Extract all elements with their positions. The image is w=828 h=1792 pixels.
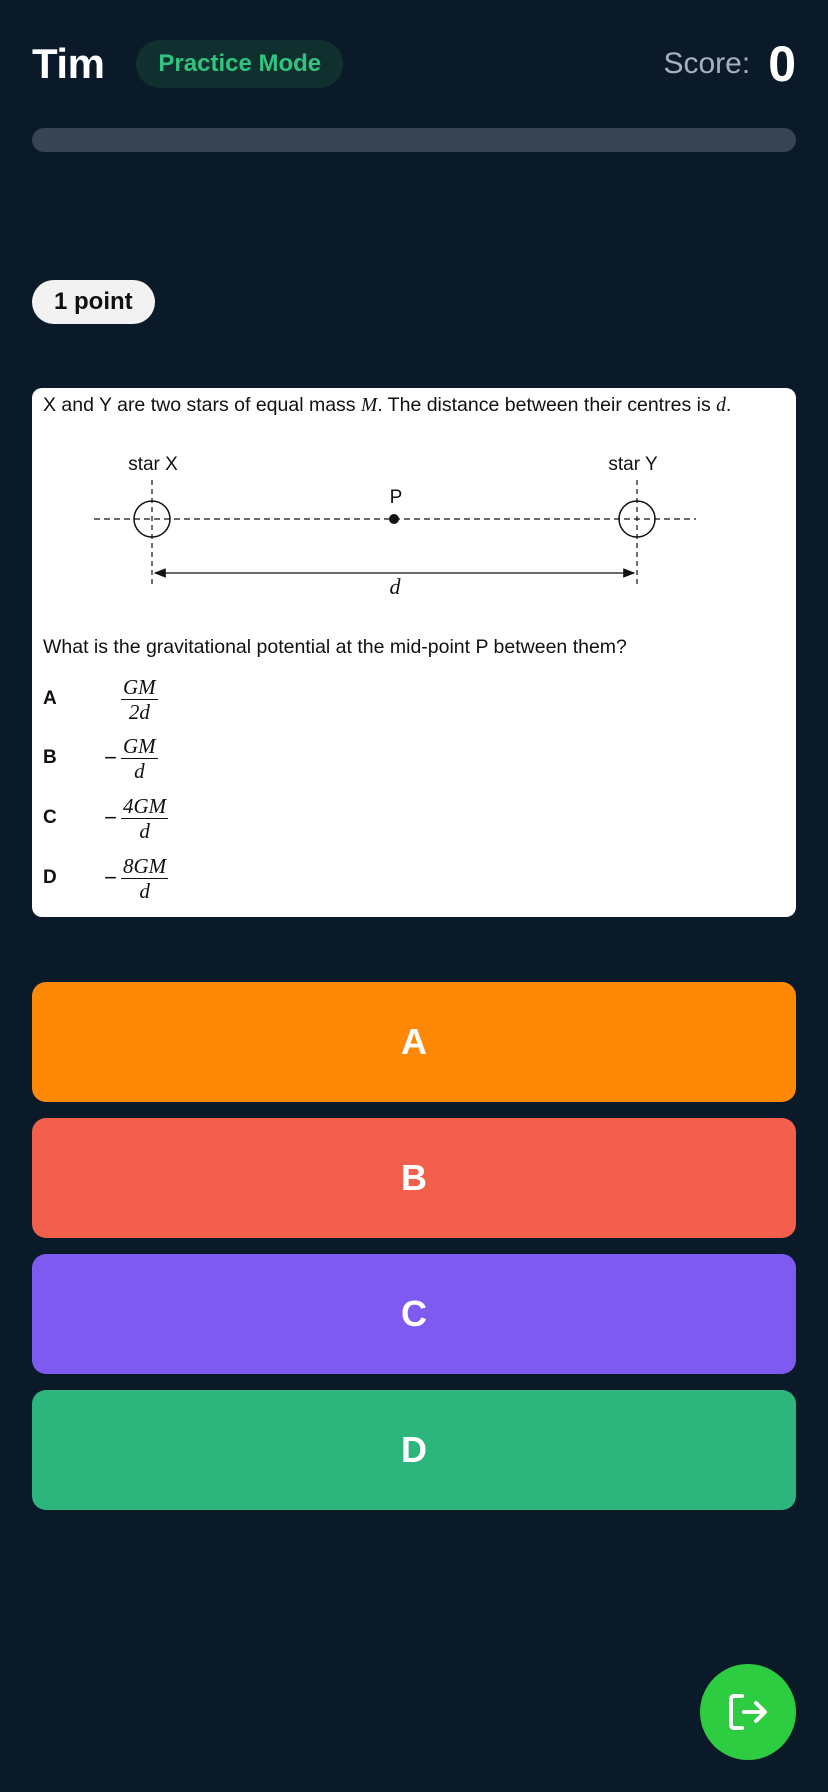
option-a [43,674,158,724]
option-letter: C [43,807,57,828]
answer-a-button[interactable]: A [32,982,796,1102]
star-x-label: star X [128,454,178,475]
question-intro: X and Y are two stars of equal mass M. The distance between their centres is d. [43,394,732,416]
answer-d-button[interactable]: D [32,1390,796,1510]
option-fraction [121,794,168,843]
fraction-numerator: 8GM [123,853,167,878]
mode-badge: Practice Mode [136,40,343,88]
progress-bar [32,128,796,152]
option-sign: − [104,865,117,890]
option-letter: A [43,688,57,709]
fraction-numerator: GM [123,733,156,758]
option-sign: − [104,745,117,770]
distance-label: d [389,574,401,599]
option-fraction [121,734,158,783]
fraction-denominator: d [139,818,150,843]
player-name: Tim [32,40,105,87]
score-display [663,35,796,93]
star-y-symbol [619,480,655,586]
fraction-denominator: d [134,758,145,783]
answer-c-button[interactable]: C [32,1254,796,1374]
midpoint-p-dot [389,514,399,524]
option-letter: D [43,867,57,888]
option-c [43,793,168,843]
answer-b-button[interactable]: B [32,1118,796,1238]
score-label: Score: [663,47,751,80]
option-b [43,733,158,783]
star-x-symbol [134,480,170,586]
option-fraction [121,854,168,903]
fraction-denominator: 2d [128,699,150,724]
fraction-numerator: GM [123,674,156,699]
header [32,36,796,92]
question-prompt: What is the gravitational potential at the mid-point P between them? [43,636,627,658]
midpoint-label: P [389,487,403,508]
option-sign: − [104,805,117,830]
fraction-numerator: 4GM [123,793,167,818]
option-fraction [121,675,158,724]
exit-button[interactable] [700,1664,796,1760]
score-value: 0 [768,36,796,92]
star-y-label: star Y [608,454,658,475]
points-badge: 1 point [32,280,155,324]
logout-icon [724,1688,772,1736]
question-card [32,388,796,917]
fraction-denominator: d [139,878,150,903]
option-letter: B [43,747,57,768]
option-d [43,853,168,903]
stars-diagram [32,388,796,638]
